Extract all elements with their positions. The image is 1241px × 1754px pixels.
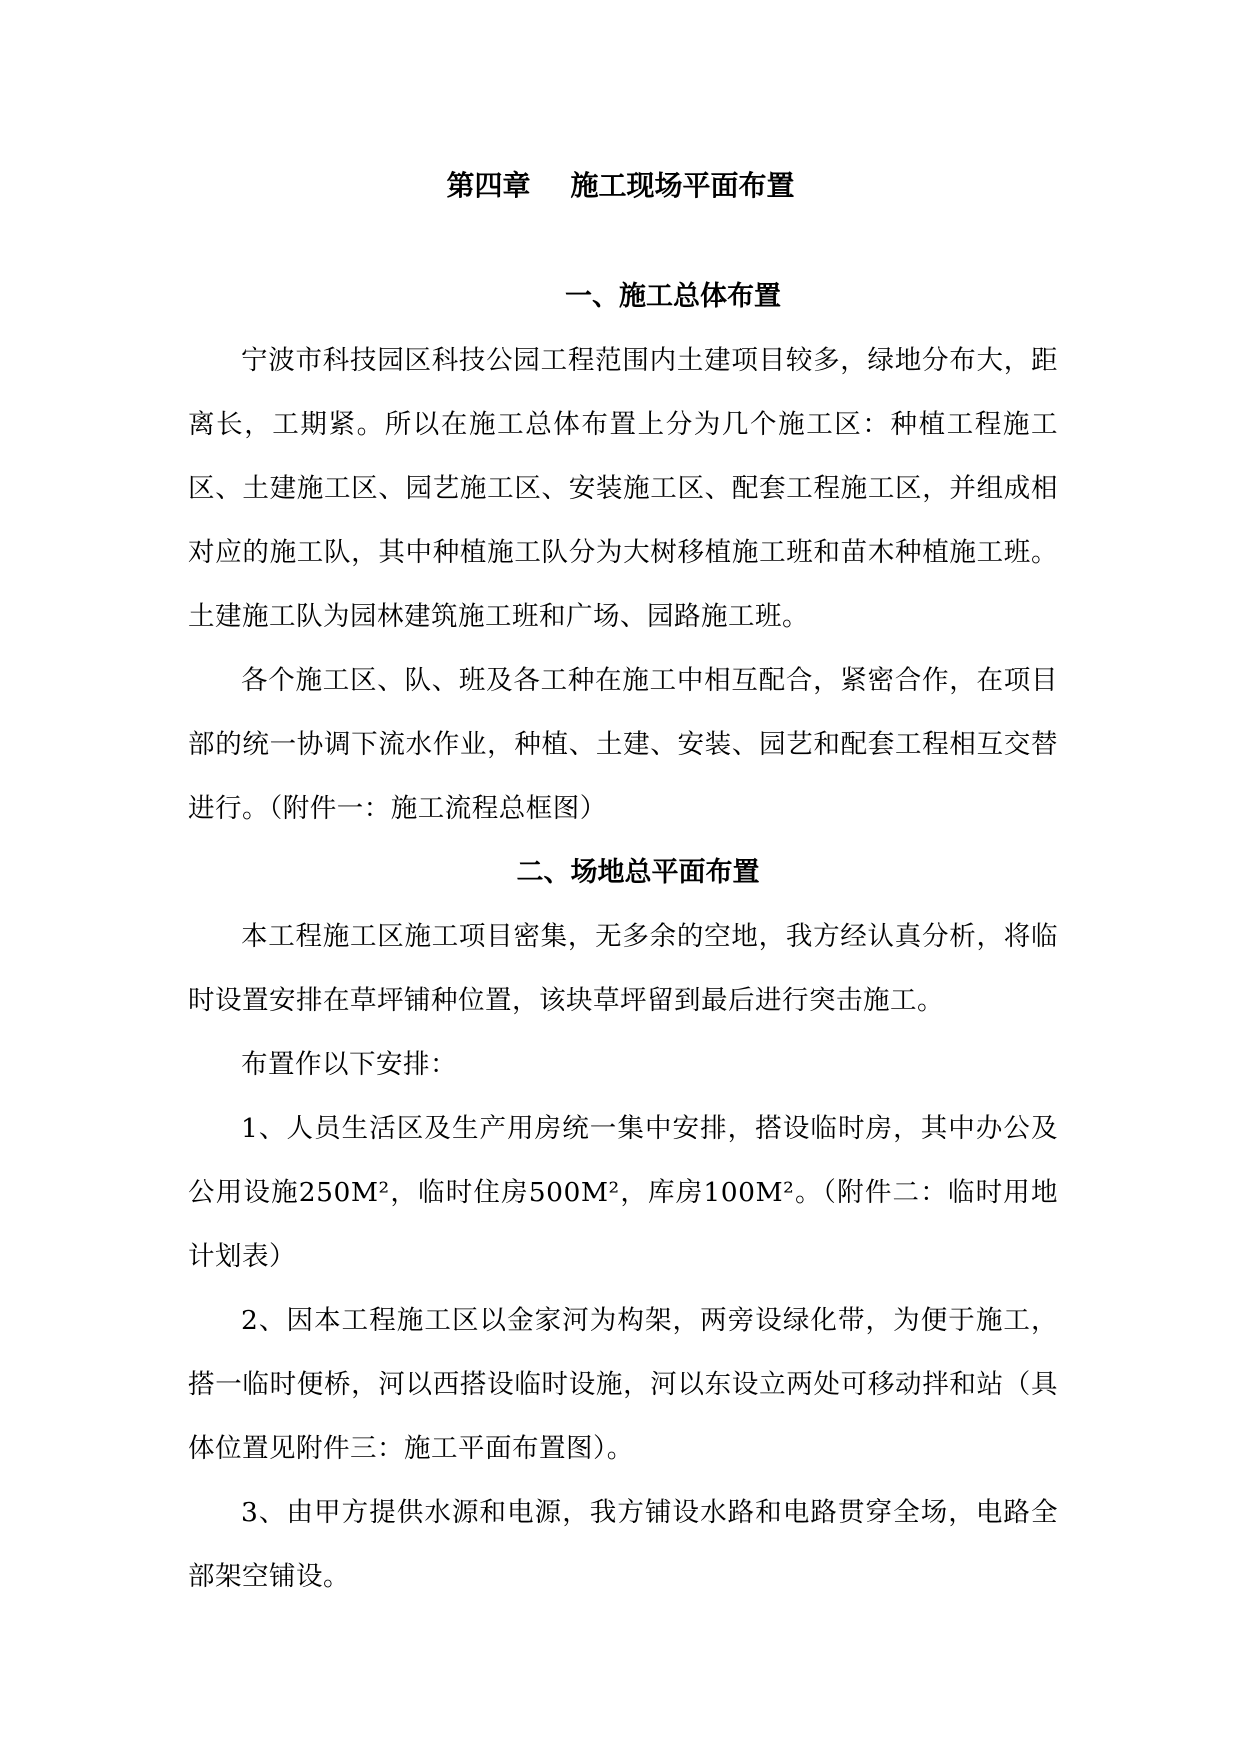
list-item-3: 3、由甲方提供水源和电源，我方铺设水路和电路贯穿全场，电路全部架空铺设。 (188, 1497, 1058, 1592)
paragraph: 各个施工区、队、班及各工种在施工中相互配合，紧密合作，在项目部的统一协调下流水作业，种植、土建、安装、园艺和配套工程相互交替进行。（附件一：施工流程总框图） (188, 665, 1058, 824)
paragraph: 布置作以下安排： (241, 1049, 457, 1080)
section-heading-overall-layout: 一、施工总体布置 (565, 281, 781, 312)
document-body (188, 265, 1058, 1609)
list-item-1: 1、人员生活区及生产用房统一集中安排，搭设临时房，其中办公及公用设施250M²，临时住房500M²，库房100M²。（附件二：临时用地计划表） (188, 1113, 1058, 1272)
section-heading-site-plan: 二、场地总平面布置 (516, 857, 760, 888)
paragraph: 宁波市科技园区科技公园工程范围内土建项目较多，绿地分布大，距离长，工期紧。所以在施工总体布置上分为几个施工区：种植工程施工区、土建施工区、园艺施工区、安装施工区、配套工程施工区，并组成相对应的施工队，其中种植施工队分为大树移植施工班和苗木种植施工班。土建施工队为园林建筑施工班和广场、园路施工班。 (188, 345, 1058, 632)
chapter-name: 施工现场平面布置 (570, 169, 795, 202)
chapter-number: 第四章 (446, 169, 531, 202)
list-item-2: 2、因本工程施工区以金家河为构架，两旁设绿化带，为便于施工，搭一临时便桥，河以西搭设临时设施，河以东设立两处可移动拌和站（具体位置见附件三：施工平面布置图）。 (188, 1305, 1058, 1464)
paragraph: 本工程施工区施工项目密集，无多余的空地，我方经认真分析，将临时设置安排在草坪铺种位置，该块草坪留到最后进行突击施工。 (188, 921, 1058, 1016)
chapter-title (0, 166, 1241, 206)
